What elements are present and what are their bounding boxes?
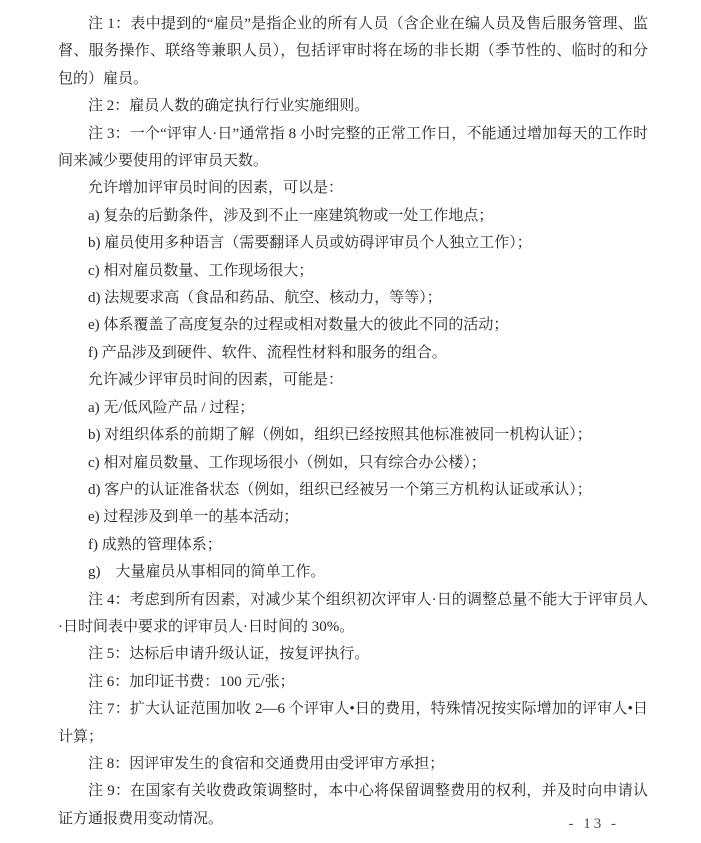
increase-factors-intro: 允许增加评审员时间的因素，可以是：	[88, 180, 344, 197]
increase-factor-d: d) 法规要求高（食品和药品、航空、核动力，等等）；	[88, 290, 442, 307]
page-number: - 13 -	[568, 816, 619, 832]
decrease-factor-e: e) 过程涉及到单一的基本活动；	[88, 509, 299, 526]
note-6: 注 6：加印证书费：100 元/张；	[88, 673, 295, 690]
note-5: 注 5：达标后申请升级认证，按复评执行。	[88, 646, 370, 663]
decrease-factor-c: c) 相对雇员数量、工作现场很小（例如，只有综合办公楼）；	[88, 454, 486, 471]
increase-factor-a: a) 复杂的后勤条件，涉及到不止一座建筑物或一处工作地点；	[88, 207, 494, 224]
increase-factor-e: e) 体系覆盖了高度复杂的过程或相对数量大的彼此不同的活动；	[88, 317, 509, 334]
note-9: 注 9：在国家有关收费政策调整时，本中心将保留调整费用的权利，并及时向申请认证方通报费用变动情况。	[58, 783, 648, 827]
document-body	[58, 11, 648, 833]
decrease-factor-a: a) 无/低风险产品 / 过程；	[88, 399, 255, 416]
decrease-factor-d: d) 客户的认证准备状态（例如，组织已经被另一个第三方机构认证或承认）；	[88, 481, 592, 498]
decrease-factors-intro: 允许减少评审员时间的因素，可能是：	[88, 372, 344, 389]
decrease-factor-f: f) 成熟的管理体系；	[88, 536, 222, 553]
note-3: 注 3：一个“评审人·日”通常指 8 小时完整的正常工作日，不能通过增加每天的工作时间来减少要使用的评审员天数。	[58, 125, 648, 170]
note-7: 注 7：扩大认证范围加收 2—6 个评审人•日的费用，特殊情况按实际增加的评审人•日计算；	[58, 701, 648, 745]
note-8: 注 8：因评审发生的食宿和交通费用由受评审方承担；	[88, 755, 445, 772]
increase-factor-f: f) 产品涉及到硬件、软件、流程性材料和服务的组合。	[88, 344, 447, 361]
increase-factor-c: c) 相对雇员数量、工作现场很大；	[88, 262, 314, 279]
note-2: 注 2：雇员人数的确定执行行业实施细则。	[88, 98, 370, 115]
note-4: 注 4：考虑到所有因素，对减少某个组织初次评审人·日的调整总量不能大于评审员人·日时间表中要求的评审员人·日时间的 30%。	[58, 591, 648, 635]
note-1: 注 1：表中提到的“雇员”是指企业的所有人员（含企业在编人员及售后服务管理、监督、服务操作、联络等兼职人员），包括评审时将在场的非长期（季节性的、临时的和分包的）雇员。	[58, 16, 648, 87]
increase-factor-b: b) 雇员使用多种语言（需要翻译人员或妨碍评审员个人独立工作）；	[88, 235, 532, 252]
decrease-factor-b: b) 对组织体系的前期了解（例如，组织已经按照其他标准被同一机构认证）；	[88, 427, 592, 444]
decrease-factor-g: g) 大量雇员从事相同的简单工作。	[88, 564, 326, 581]
